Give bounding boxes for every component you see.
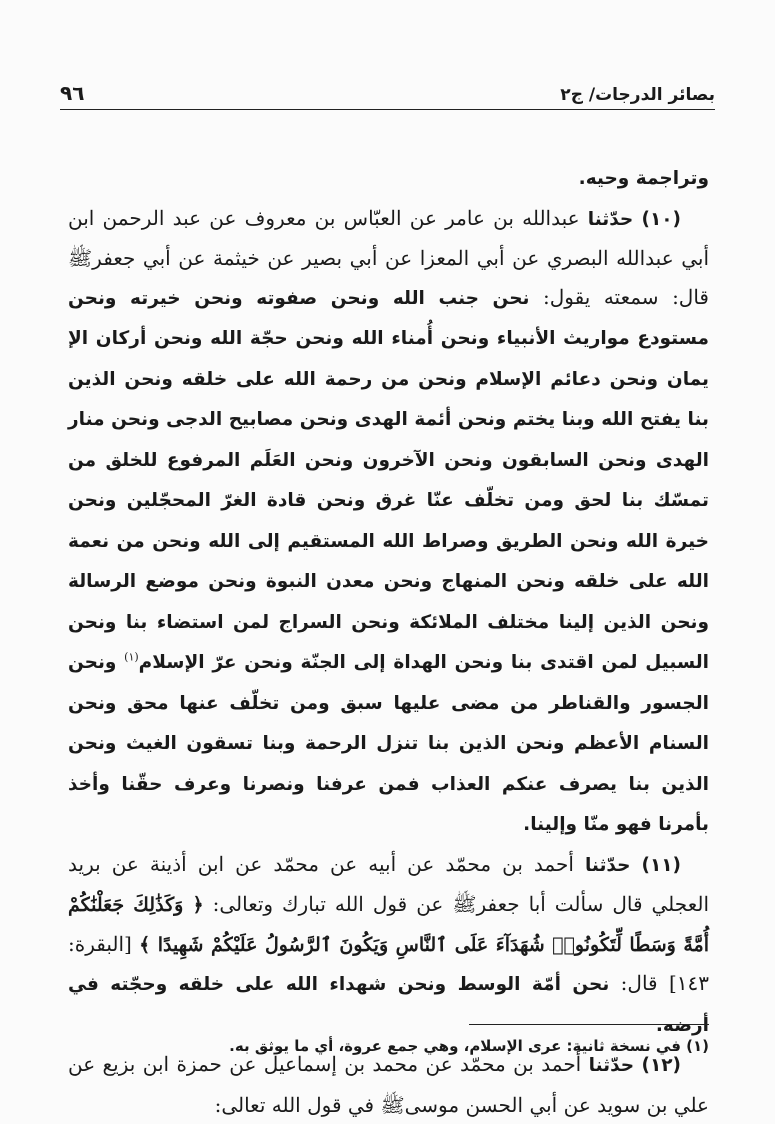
footnote-marker: (١) [124, 650, 139, 664]
hadith-text: نحن أمّة الوسط ونحن شهداء الله على خلقه وحجّته في أرضه. [68, 974, 709, 1036]
hadith-isnad: أحمد بن محمّد عن محمد بن إسماعيل عن حمزة ابن بزيع عن علي بن سويد عن أبي الحسن موسىﷺ في قول الله تعالى: [68, 1052, 709, 1117]
quran-verse: ﴿ وَكَذَٰلِكَ جَعَلْنَٰكُمْ أُمَّةً وَسَطًا لِّتَكُونُوا۟ شُهَدَآءَ عَلَى ٱلنَّاسِ وَيَكُونَ ٱلرَّسُولُ عَلَيْكُمْ شَهِيدًا ﴾ [68, 894, 710, 956]
footnote-separator [469, 1024, 709, 1025]
hadith-lead: حدّثنا [588, 1055, 635, 1076]
hadith-lead: حدّثنا [587, 208, 634, 230]
footnote: (١) في نسخة ثانية: عرى الإسلام، وهي جمع عروة، أي ما يوثق به. [229, 1037, 709, 1055]
paragraph-continuation: وتراجمة وحيه. [578, 168, 709, 189]
hadith-number: (١١) [641, 854, 682, 876]
main-text [68, 160, 709, 1124]
page-number: ٩٦ [60, 81, 85, 105]
hadith-11 [68, 845, 709, 1046]
quran-reference: [البقرة: ١٤٣] قال: [68, 931, 709, 995]
running-title: بصائر الدرجات/ ج٢ [560, 85, 715, 105]
hadith-number: (١٢) [641, 1055, 682, 1076]
hadith-text: نحن جنب الله ونحن صفوته ونحن خيرته ونحن مستودع مواريث الأنبياء ونحن أُمناء الله ونحن حجّة الله ونحن أركان الإ يمان ونحن دعائم الإسلام ونحن من رحمة الله على خلقه ونحن الذين بنا يفتح الله وبنا يختم ونحن أئمة الهدى ونحن مصابيح الدجى ونحن منار الهدى ونحن السابقون ونحن الآخرون ونحن العَلَم المرفوع للخلق من تمسّك بنا لحق ومن تخلّف عنّا غرق ونحن قادة الغرّ المحجّلين ونحن خيرة الله ونحن الطريق وصراط الله المستقيم إلى الله ونحن من نعمة الله على خلقه ونحن المنهاج ونحن معدن النبوة ونحن موضع الرسالة ونحن الذين إلينا مختلف الملائكة ونحن السراج لمن استضاء بنا ونحن السبيل لمن اقتدى بنا ونحن الهداة إلى الجنّة ونحن عرّ الإسلام [68, 287, 709, 673]
hadith-number: (١٠) [641, 208, 681, 230]
hadith-isnad: عبدالله بن عامر عن العبّاس بن معروف عن عبد الرحمن ابن أبي عبدالله البصري عن أبي المعزا عن أبي بصير عن خيثمة عن أبي جعفرﷺ قال: سمعته يقول: [68, 205, 709, 309]
hadith-10 [68, 199, 709, 845]
hadith-isnad: أحمد بن محمّد عن أبيه عن محمّد عن ابن أذينة عن بريد العجلي قال سألت أبا جعفرﷺ عن قول الله تبارك وتعالى: [68, 851, 709, 916]
hadith-lead: حدّثنا [584, 854, 631, 876]
hadith-text-continued: ونحن الجسور والقناطر من مضى عليها سبق ومن تخلّف عنها محق ونحن السنام الأعظم ونحن الذين بنا تنزل الرحمة وبنا تسقون الغيث ونحن الذين بنا يصرف عنكم العذاب فمن عرفنا ونصرنا وعرف حقّنا وأخذ بأمرنا فهو منّا وإلينا. [68, 652, 709, 835]
page-header [60, 78, 715, 110]
